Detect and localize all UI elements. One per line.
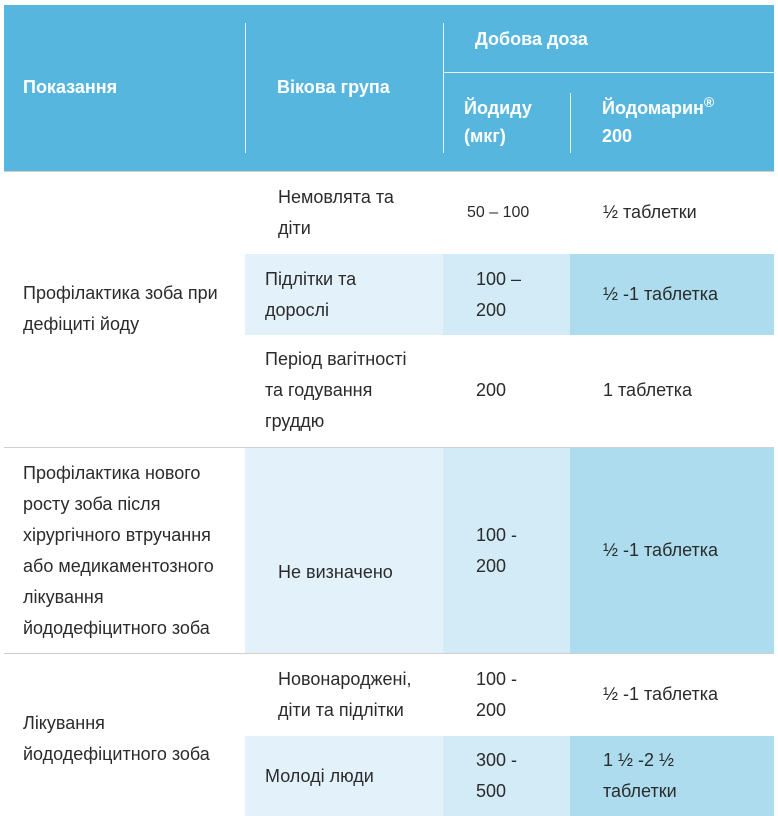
tablet-cell: ½ -1 таблетка xyxy=(570,254,774,335)
age-cell: Період вагітності та годування груддю xyxy=(265,349,407,431)
age-cell: Підлітки та дорослі xyxy=(245,254,443,335)
header-divider xyxy=(570,93,571,153)
header-iodide-line2: (мкг) xyxy=(464,126,506,146)
dose-cell: 50 – 100 xyxy=(467,204,530,221)
indication-line: Профілактика зоба при xyxy=(23,283,218,303)
dose-cell: 200 xyxy=(476,380,507,400)
header-product-name: Йодомарин xyxy=(602,98,704,118)
tablet-cell: 1 таблетка xyxy=(603,380,693,400)
registered-mark: ® xyxy=(703,94,715,110)
header-divider xyxy=(443,23,444,153)
tablet-cell: ½ -1 таблетка xyxy=(570,448,774,653)
indication-cell: Профілактика нового росту зоба після хірургічного втручання або медикаментозного лікування йододефіцитного зоба xyxy=(23,462,214,638)
header-divider xyxy=(245,23,246,153)
indication-cell: Лікування йододефіцитного зоба xyxy=(23,713,210,764)
dose-cell: 100 – 200 xyxy=(443,254,570,335)
indication-line: дефіциті йоду xyxy=(23,314,140,334)
dose-cell: 100 - 200 xyxy=(476,668,518,720)
table-header xyxy=(4,5,774,171)
tablet-cell: ½ таблетки xyxy=(603,202,697,222)
header-divider xyxy=(443,72,774,73)
header-iodide-line1: Йодиду xyxy=(464,98,532,118)
dose-cell: 100 - 200 xyxy=(443,448,570,653)
age-cell: Молоді люди xyxy=(245,736,443,816)
tablet-cell: ½ -1 таблетка xyxy=(603,684,719,704)
header-indication: Показання xyxy=(23,77,118,97)
header-product-line2: 200 xyxy=(602,126,633,146)
dose-cell: 300 - 500 xyxy=(443,736,570,816)
header-product-line1 xyxy=(602,94,714,122)
header-age-group: Вікова група xyxy=(277,77,390,97)
indication-cell xyxy=(4,172,245,446)
dosage-table xyxy=(4,5,774,816)
header-product xyxy=(602,94,714,150)
age-cell: Новонароджені, діти та підлітки xyxy=(278,668,412,720)
header-iodide xyxy=(464,94,532,150)
age-cell: Не визначено xyxy=(245,448,443,653)
age-cell: Немовлята та діти xyxy=(278,186,394,238)
tablet-cell: 1 ½ -2 ½ таблетки xyxy=(570,736,774,816)
header-daily-dose: Добова доза xyxy=(475,29,588,49)
